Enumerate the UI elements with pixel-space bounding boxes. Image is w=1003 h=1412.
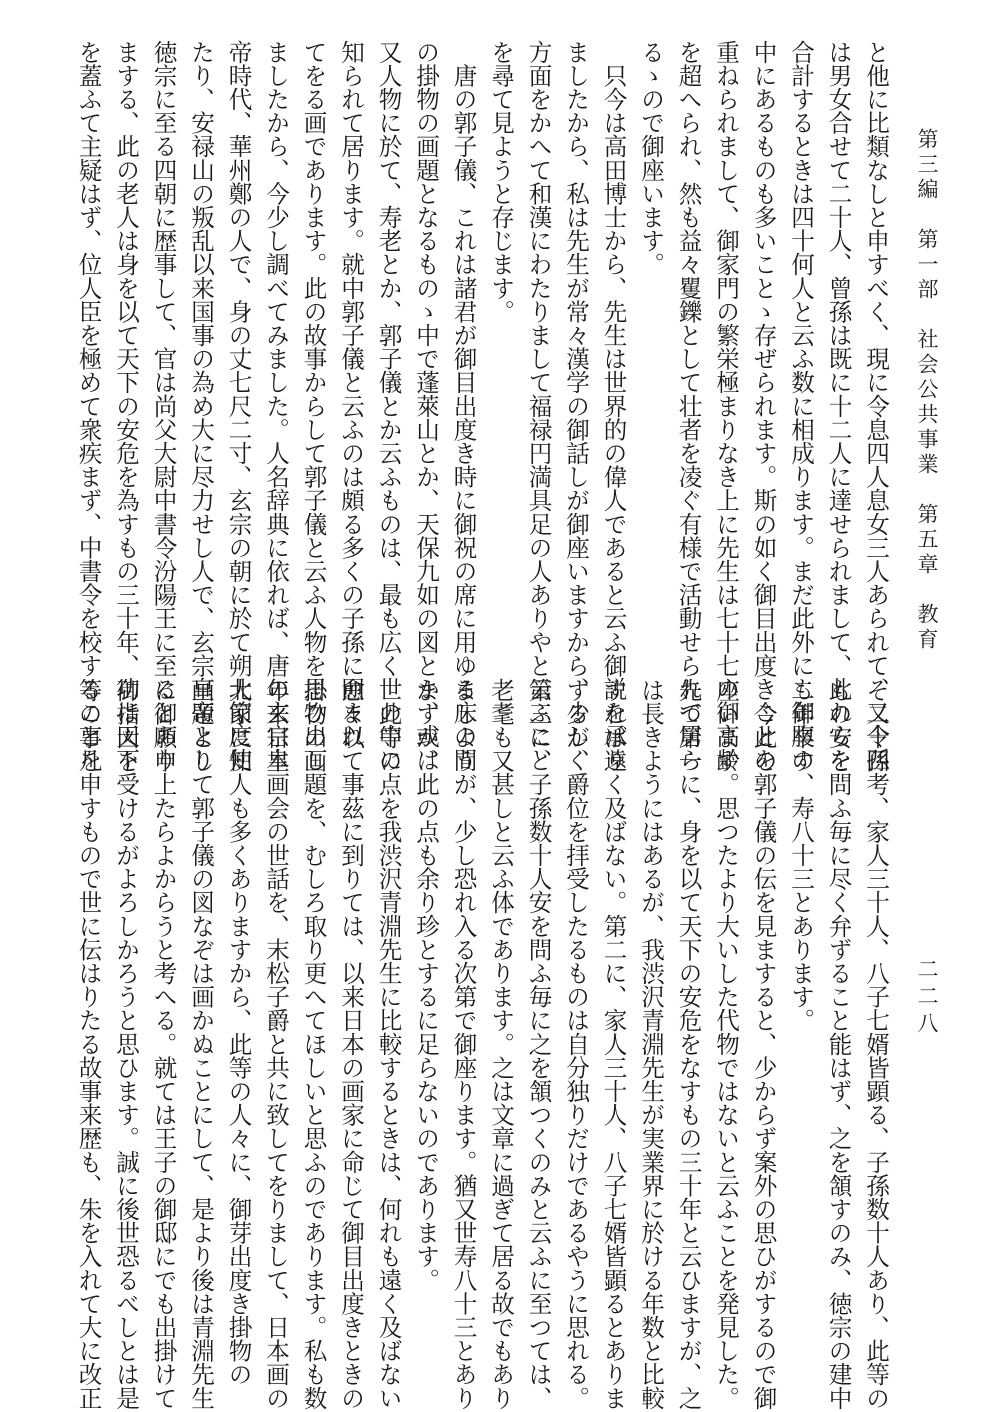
upper-text-block — [70, 40, 894, 772]
text-line: 掛物の画題を、むしろ取り更へてほしいと思ふのであります。私も数 — [299, 678, 328, 1410]
text-line: を尋て見ようと存じます。 — [487, 40, 515, 324]
text-line: 重ねられまして、御家門の繁栄極まりなき上に先生は七十七の御高齢 — [712, 40, 740, 772]
text-line: ましたから、今少し調べてみました。人名辞典に依れば、唐の玄宗皇 — [262, 40, 290, 772]
text-line: もの安を問ふ毎に尽く弁ずること能はず、之を頷すのみ、徳宗の建中 — [824, 678, 853, 1410]
text-line: 画題として郭子儀の図なぞは画かぬことにして、是より後は青淵先生 — [187, 678, 215, 1410]
text-line: 老耄も又甚しと云ふ体であります。之は文章に過ぎて居る故でもあり — [487, 678, 515, 1410]
paragraph — [632, 40, 895, 772]
text-line: るゝので御座います。 — [637, 40, 665, 276]
text-line: 大家に知人も多くありますから、此等の人々に、御芽出度き掛物の — [224, 678, 253, 1386]
text-line: 座います。思つたより大いした代物ではないと云ふことを発見した。 — [712, 678, 740, 1410]
text-line: ますが、此の点も余り珍とするに足らないのであります。 — [412, 678, 440, 1292]
text-line: は男女合せて二十人、曾孫は既に十二人に達せられまして、此れらを — [824, 40, 853, 772]
text-line: 帝時代、華州鄭の人で、身の丈七尺二寸、玄宗の朝に於て朔北節度使 — [224, 40, 253, 772]
text-line: に御願申上たらよからうと考へる。就ては王子の御邸にでも出掛けて — [149, 678, 178, 1410]
text-line: まする、此の老人は身を以て天下の安危を為すもの三十年、功は天下 — [112, 40, 140, 772]
text-line: そ二十四考、家人三十人、八子七婿皆顕る、子孫数十人あり、此等の — [862, 678, 890, 1410]
text-line: 愈々以て事茲に到りては、以来日本の画家に命じて御目出度きときの — [337, 678, 365, 1410]
text-line: の掛物の画題となるものゝ中で蓬萊山とか、天保九如の図とか、或は — [412, 40, 440, 772]
text-line: を超へられ、然も益々矍鑠として壮者を凌ぐ有様で活動せられて居ら — [674, 40, 703, 772]
text-line: 唐の郭子儀、これは諸君が御目出度き時に御祝の席に用ゆる床の間 — [449, 40, 478, 772]
paragraph — [782, 678, 895, 1410]
text-line: 又人物に於て、寿老とか、郭子儀とか云ふものは、最も広く世の中に — [374, 40, 403, 772]
text-line: 今此の郭子儀の伝を見ますると、少からず案外の思ひがするので御 — [749, 678, 778, 1410]
text-line: は長きようにはあるが、我渋沢青淵先生が実業界に於ける年数と比較 — [637, 678, 665, 1410]
paragraph — [482, 40, 632, 772]
page-number: 二二八 — [915, 958, 939, 1039]
text-line: ましようが、少し恐れ入る次第で御座ります。猶又世寿八十三とあり — [449, 678, 478, 1410]
text-line: 合計するときは四十何人と云ふ数に相成ります。まだ此外にも御腹の — [787, 40, 815, 772]
paragraph — [69, 40, 482, 772]
text-line: てをる画であります。此の故事からして郭子儀と云ふ人物を思ひ出し — [299, 40, 328, 772]
text-line: たり、安禄山の叛乱以来国事の為め大に尽力せし人で、玄宗皇帝より — [187, 40, 215, 772]
text-line: 方面をかへて和漢にわたりまして福禄円満具足の人ありやと云ふこと — [524, 40, 553, 772]
text-line: すれば遠く及ばない。第二に、家人三十人、八子七婿皆顕るとありま — [599, 678, 628, 1410]
text-line: 二年卒す、寿八十三とあります。 — [787, 678, 815, 1032]
text-line: 知られて居ります。就中郭子儀と云ふのは頗る多くの子孫に囲まれ — [337, 40, 365, 748]
running-head: 第三編 第一部 社会公共事業 第五章 教育 — [915, 128, 939, 653]
text-line: を蓋ふて主疑はず、位人臣を極めて衆疾まず、中書令を校すること凡 — [74, 40, 103, 772]
text-line: 徳宗に至る四朝に歴事して、官は尚父大尉中書令汾陽王に至るとあり — [149, 40, 178, 772]
text-line: 只今は高田博士から、先生は世界的の偉人であると云ふ御説を承り — [599, 40, 628, 772]
text-line: するが、爵位を拝受したるものは自分独りだけであるやうに思れる。 — [562, 678, 590, 1410]
text-line: 等の事を申すもので世に伝はりたる故事来歴も、朱を入れて大に改正 — [74, 678, 103, 1410]
text-line: 第三に、子孫数十人安を問ふ毎に之を頷つくのみと云ふに至つては、 — [524, 678, 553, 1410]
text-line: ましたから、私は先生が常々漢学の御話しが御座いますから、少しく — [562, 40, 590, 772]
text-line: 中にあるものも多いことゝ存ぜられます。斯の如く御目出度きことを — [749, 40, 778, 772]
text-line: 御指図を受けるがよろしかろうと思ひます。誠に後世恐るべしとは是 — [112, 678, 140, 1410]
text-line: と他に比類なしと申すべく、現に令息四人息女三人あられて、又令孫 — [862, 40, 890, 772]
text-line: 此等の点を我渋沢青淵先生に比較するときは、何れも遠く及ばない — [374, 678, 403, 1410]
paragraph — [69, 678, 407, 1410]
lower-text-block — [70, 678, 894, 1410]
text-line: 年来日本画会の世話を、末松子爵と共に致してをりまして、日本画の — [262, 678, 290, 1410]
paragraph — [407, 678, 782, 1410]
text-line: 先づ第一に、身を以て天下の安危をなすもの三十年と云ひますが、之 — [674, 678, 703, 1410]
